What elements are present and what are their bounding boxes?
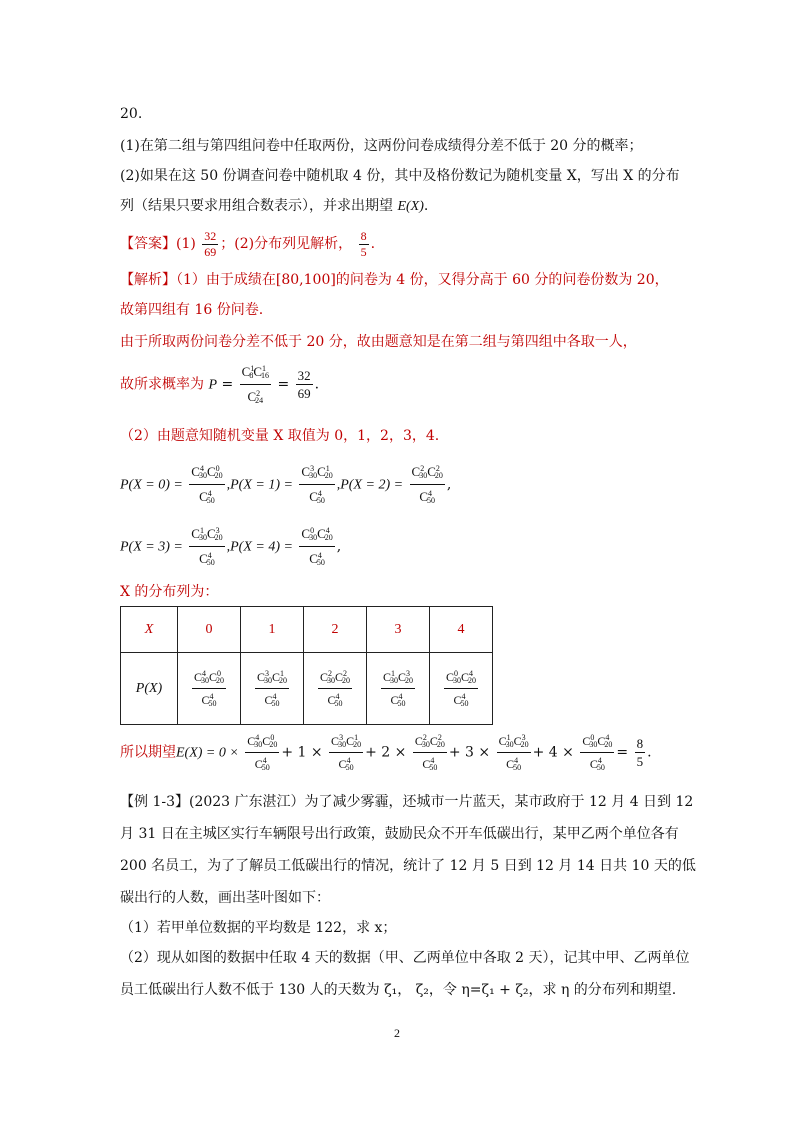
expectation-line: 所以期望E(X) = 0 × $\frac{C^4_{30}C^0_{20}}{C^4_{50}}$ + 1 × $\frac{C^3_{30}C^1_{20}}{C^4_{50}}$ + 2 × $\frac{C^2_{30}C^2_{20}}{C^4_{50}}$ + 3 × $\frac{C^1_{30}C^3_{20}}{C^4_{50}}$ + 4 × $\frac{C^0_{30}C^4_{20}}{C^4_{50}}$ = $\frac{8}{5}$ .: [120, 730, 652, 776]
combination-fraction: $\frac{C^2_{30}C^2_{20}}{C^4_{50}}$: [410, 460, 445, 509]
combination-fraction: $\frac{C^4_{30}C^0_{20}}{C^4_{50}}$: [189, 460, 224, 509]
table-value: 1: [241, 607, 304, 653]
expectation-symbol: E(X): [397, 199, 424, 214]
example-q2-line2: 员工低碳出行人数不低于 130 人的天数为 ζ₁， ζ₂，令 η=ζ₁ + ζ₂，求 η 的分布列和期望.: [120, 982, 677, 998]
combination-fraction: $\frac{C^3_{30}C^1_{20}}{C^4_{50}}$: [329, 730, 363, 775]
q2-text: 列（结果只要求用组合数表示），并求出期望: [120, 198, 393, 214]
example-line4: 碳出行的人数，画出茎叶图如下：: [120, 890, 330, 906]
table-value: 2: [304, 607, 367, 653]
answer-mid: ；(2)分布列见解析，: [220, 236, 353, 252]
q2-end: .: [423, 198, 429, 214]
prob-line-1: P(X = 0) = $\frac{C^4_{30}C^0_{20}}{C^4_{50}}$ ,P(X = 1) = $\frac{C^3_{30}C^1_{20}}{C^4_{50}}$ ,P(X = 2) = $\frac{C^2_{30}C^2_{20}}{C^4_{50}}$ ,: [120, 460, 451, 509]
example-q1: （1）若甲单位数据的平均数是 122，求 x；: [120, 920, 397, 936]
example-line2: 月 31 日在主城区实行车辆限号出行政策，鼓励民众不开车低碳出行，某甲乙两个单位各有: [120, 826, 679, 842]
question-2-line1: (2)如果在这 50 份调查问卷中随机取 4 份，其中及格份数记为随机变量 X，写出 X 的分布: [120, 168, 680, 184]
problem-number: 20.: [120, 106, 143, 122]
analysis-line4: 故所求概率为 P = $\frac{C^1_8C^1_{16}}{C^2_{24}}$ = $\frac{32}{69}$ .: [120, 360, 319, 409]
table-header-x: X: [121, 607, 178, 653]
table-prob: [304, 653, 367, 725]
combination-fraction: $\frac{C^0_{30}C^4_{20}}{C^4_{50}}$: [580, 730, 614, 775]
analysis-line3: 由于所取两份问卷分差不低于 20 分，故由题意知是在第二组与第四组中各取一人，: [120, 334, 637, 350]
table-value: 4: [430, 607, 493, 653]
table-prob: [430, 653, 493, 725]
prob-result-fraction: $\frac{32}{69}$: [297, 368, 311, 401]
combination-fraction: $\frac{C^2_{30}C^2_{20}}{C^4_{50}}$: [413, 730, 447, 775]
distribution-title: X 的分布列为：: [120, 584, 219, 600]
answer-part1: (1): [176, 236, 196, 252]
combination-fraction: $\frac{C^4_{30}C^0_{20}}{C^4_{50}}$: [245, 730, 279, 775]
prob-combo-fraction: $\frac{C^1_8C^1_{16}}{C^2_{24}}$: [240, 360, 271, 409]
answer-fraction-1: $\frac{32}{69}$: [204, 228, 217, 259]
answer-fraction-2: $\frac{8}{5}$: [360, 228, 367, 259]
analysis-label: 【解析】: [120, 272, 176, 288]
analysis-line1: 【解析】（1）由于成绩在[80,100]的问卷为 4 份，又得分高于 60 分的问卷份数为 20，: [120, 272, 669, 288]
table-value: 3: [367, 607, 430, 653]
combination-fraction: $\frac{C^3_{30}C^1_{20}}{C^4_{50}}$: [299, 460, 334, 509]
answer-label: 【答案】: [120, 236, 176, 252]
combination-fraction: $\frac{C^3_{30}C^1_{20}}{C^4_{50}}$: [255, 666, 289, 711]
example-line1: 【例 1-3】(2023 广东湛江）为了减少雾霾，还城市一片蓝天，某市政府于 12 月 4 日到 12: [120, 794, 694, 810]
page-number: 2: [394, 1026, 400, 1040]
combination-fraction: $\frac{C^1_{30}C^3_{20}}{C^4_{50}}$: [381, 666, 415, 711]
answer-end: .: [370, 236, 376, 252]
table-prob: [367, 653, 430, 725]
example-line3: 200 名员工，为了了解员工低碳出行的情况，统计了 12 月 5 日到 12 月 14 日共 10 天的低: [120, 858, 696, 874]
table-prob: [241, 653, 304, 725]
combination-fraction: $\frac{C^1_{30}C^3_{20}}{C^4_{50}}$: [497, 730, 531, 775]
combination-fraction: $\frac{C^0_{30}C^4_{20}}{C^4_{50}}$: [444, 666, 478, 711]
expect-result: $\frac{8}{5}$: [636, 736, 644, 769]
answer-line: [120, 226, 375, 262]
distribution-table: [120, 606, 493, 725]
example-label: 【例 1-3】: [120, 794, 189, 810]
combination-fraction: $\frac{C^0_{30}C^4_{20}}{C^4_{50}}$: [299, 522, 334, 571]
table-prob: [178, 653, 241, 725]
prob-line-2: P(X = 3) = $\frac{C^1_{30}C^3_{20}}{C^4_{50}}$ ,P(X = 4) = $\frac{C^0_{30}C^4_{20}}{C^4_{50}}$ ,: [120, 522, 341, 571]
combination-fraction: $\frac{C^2_{30}C^2_{20}}{C^4_{50}}$: [318, 666, 352, 711]
analysis-line2: 故第四组有 16 份问卷.: [120, 302, 264, 318]
question-1: (1)在第二组与第四组问卷中任取两份，这两份问卷成绩得分差不低于 20 分的概率；: [120, 138, 643, 154]
table-header-px: P(X): [121, 653, 178, 725]
combination-fraction: $\frac{C^4_{30}C^0_{20}}{C^4_{50}}$: [192, 666, 226, 711]
question-2-line2: [120, 196, 428, 217]
table-value: 0: [178, 607, 241, 653]
example-q2-line1: （2）现从如图的数据中任取 4 天的数据（甲、乙两单位中各取 2 天），记其中甲、乙两单位: [120, 950, 690, 966]
combination-fraction: $\frac{C^1_{30}C^3_{20}}{C^4_{50}}$: [189, 522, 224, 571]
analysis-line5: （2）由题意知随机变量 X 取值为 0，1，2，3，4.: [120, 428, 440, 444]
